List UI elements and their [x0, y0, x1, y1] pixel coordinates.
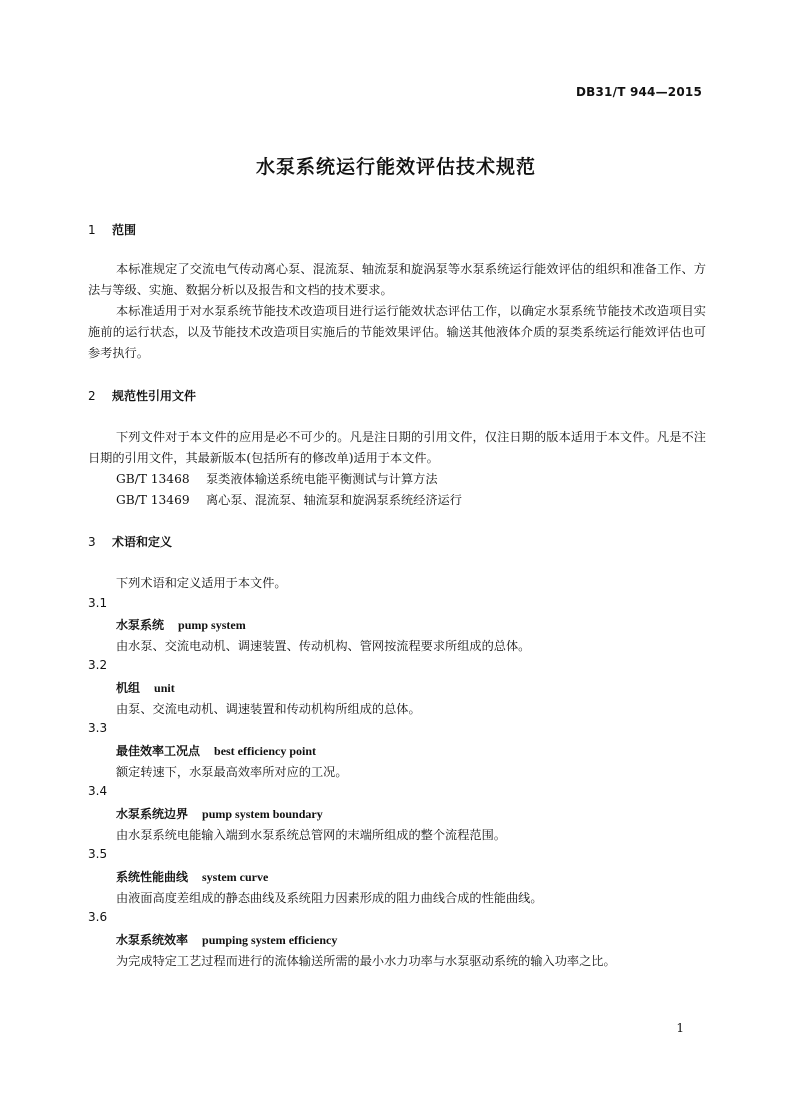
section-title: 范围 [112, 223, 137, 237]
term-chinese: 水泵系统 [116, 618, 165, 632]
term-number: 3.4 [88, 784, 108, 798]
term-heading [116, 805, 323, 822]
document-title: 水泵系统运行能效评估技术规范 [255, 156, 536, 178]
page-number: 1 [676, 1021, 684, 1035]
reference-title: 泵类液体输送系统电能平衡测试与计算方法 [206, 472, 438, 486]
paragraph: 本标准适用于对水泵系统节能技术改造项目进行运行能效状态评估工作，以确定水泵系统节能技术改造项目实施前的运行状态，以及节能技术改造项目实施后的节能效果评估。输送其他液体介质的泵类系统运行能效评估也可参考执行。 [88, 304, 706, 360]
term-english: unit [154, 681, 175, 695]
term-english: system curve [202, 870, 269, 884]
section-heading-terms-definitions [88, 533, 172, 550]
section-title: 术语和定义 [112, 535, 173, 549]
term-chinese: 水泵系统效率 [116, 933, 189, 947]
paragraph: 本标准规定了交流电气传动离心泵、混流泵、轴流泵和旋涡泵等水泵系统运行能效评估的组织和准备工作、方法与等级、实施、数据分析以及报告和文档的技术要求。 [88, 262, 706, 297]
paragraph: 下列文件对于本文件的应用是必不可少的。凡是注日期的引用文件，仅注日期的版本适用于本文件。凡是不注日期的引用文件，其最新版本(包括所有的修改单)适用于本文件。 [88, 430, 706, 465]
term-definition: 额定转速下，水泵最高效率所对应的工况。 [116, 765, 348, 779]
term-definition: 为完成特定工艺过程而进行的流体输送所需的最小水力功率与水泵驱动系统的输入功率之比。 [116, 954, 616, 968]
section-title: 规范性引用文件 [112, 389, 197, 403]
section-heading-scope [88, 221, 136, 238]
standard-number: DB31/T 944—2015 [576, 85, 702, 99]
term-number: 3.2 [88, 658, 108, 672]
term-definition: 由水泵、交流电动机、调速装置、传动机构、管网按流程要求所组成的总体。 [116, 639, 531, 653]
reference-code: GB/T 13468 [116, 472, 190, 486]
term-number: 3.5 [88, 847, 108, 861]
term-english: pump system boundary [202, 807, 323, 821]
term-heading [116, 742, 316, 759]
term-english: pumping system efficiency [202, 933, 338, 947]
term-heading [116, 616, 246, 633]
reference-title: 离心泵、混流泵、轴流泵和旋涡泵系统经济运行 [206, 493, 462, 507]
reference-code: GB/T 13469 [116, 493, 190, 507]
term-definition: 由泵、交流电动机、调速装置和传动机构所组成的总体。 [116, 702, 421, 716]
section-number: 2 [88, 389, 96, 403]
term-english: pump system [178, 618, 246, 632]
section-heading-normative-references [88, 387, 196, 404]
term-heading [116, 679, 175, 696]
reference-item [116, 491, 462, 508]
term-chinese: 最佳效率工况点 [116, 744, 201, 758]
term-chinese: 系统性能曲线 [116, 870, 189, 884]
term-english: best efficiency point [214, 744, 316, 758]
term-heading [116, 868, 268, 885]
term-definition: 由水泵系统电能输入端到水泵系统总管网的末端所组成的整个流程范围。 [116, 828, 506, 842]
term-number: 3.3 [88, 721, 108, 735]
section-number: 1 [88, 223, 96, 237]
term-chinese: 水泵系统边界 [116, 807, 189, 821]
term-heading [116, 931, 337, 948]
section-number: 3 [88, 535, 96, 549]
term-number: 3.1 [88, 596, 108, 610]
paragraph: 下列术语和定义适用于本文件。 [116, 576, 287, 590]
reference-item [116, 470, 438, 487]
term-definition: 由液面高度差组成的静态曲线及系统阻力因素形成的阻力曲线合成的性能曲线。 [116, 891, 543, 905]
term-chinese: 机组 [116, 681, 141, 695]
term-number: 3.6 [88, 910, 108, 924]
